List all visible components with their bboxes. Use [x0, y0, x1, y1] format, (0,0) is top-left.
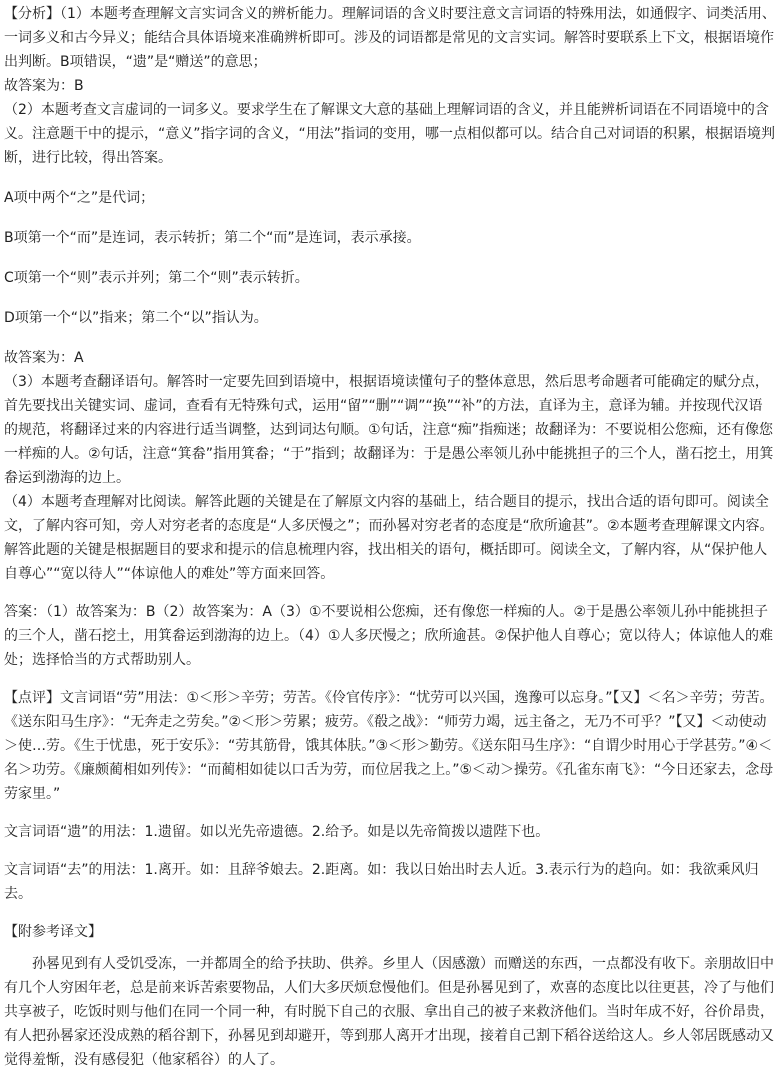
comment-yi: 文言词语“遗”的用法：1.遗留。如以光先帝遗德。2.给予。如是以先帝简拨以遗陛下也。 [4, 824, 550, 840]
option-b-note: B项第一个“而”是连词，表示转折；第二个“而”是连词，表示承接。 [4, 230, 421, 246]
answer-2: 故答案为：A [4, 350, 84, 366]
option-c-note: C项第一个“则”表示并列；第二个“则”表示转折。 [4, 270, 309, 286]
analysis-part-3: （3）本题考查翻译语句。解答时一定要先回到语境中，根据语境读懂句子的整体意思，然后思考命题者可能确定的赋分点，首先要找出关键实词、虚词，查看有无特殊句式，运用“留”“删”“调”“换”“补”的方法，直译为主，意译为辅。并按现代汉语的规范，将翻译过来的内容进行适当调整，达到词达句顺。①句话，注意“痴”指痴迷；故翻译为：不要说相公您痴，还有像您一样痴的人。②句话，注意“箕畚”指用箕畚；“于”指到；故翻译为：于是愚公率领儿孙中能挑担子的三个人，凿石挖土，用箕畚运到渤海的边上。 [4, 374, 774, 486]
comment-lao: 【点评】文言词语“劳”用法：①＜形＞辛劳；劳苦。《伶官传序》：“忧劳可以兴国，逸豫可以忘身。”【又】＜名＞辛劳；劳苦。《送东阳马生序》：“无奔走之劳矣。”②＜形＞劳累；疲劳。《殽之战》：“师劳力竭，远主备之，无乃不可乎？”【又】＜动使动＞使…劳。《生于忧患，死于安乐》：“劳其筋骨，饿其体肤。”③＜形＞勤劳。《送东阳马生序》：“自谓少时用心于学甚劳。”④＜名＞功劳。《廉颇蔺相如列传》：“而蔺相如徒以口舌为劳，而位居我之上。”⑤＜动＞操劳。《孔雀东南飞》：“今日还家去，念母劳家里。” [4, 690, 774, 802]
analysis-part-1: 【分析】（1）本题考查理解文言实词含义的辨析能力。理解词语的含义时要注意文言词语的特殊用法，如通假字、词类活用、一词多义和古今异义；能结合具体语境来准确辨析即可。涉及的词语都是常见的文言实词。解答时要联系上下文，根据语境作出判断。B项错误，“遗”是“赠送”的意思； [4, 6, 776, 70]
answer-1: 故答案为：B [4, 78, 84, 94]
comment-qu: 文言词语“去”的用法：1.离开。如：且辞爷娘去。2.距离。如：我以日始出时去人近。3.表示行为的趋向。如：我欲乘风归去。 [4, 862, 759, 902]
option-d-note: D项第一个“以”指来；第二个“以”指认为。 [4, 310, 268, 326]
translation-heading: 【附参考译文】 [4, 924, 102, 940]
analysis-part-4: （4）本题考查理解对比阅读。解答此题的关键是在了解原文内容的基础上，结合题目的提示，找出合适的语句即可。阅读全文，了解内容可知，旁人对穷老者的态度是“人多厌慢之”；而孙晷对穷老者的态度是“欣所逾甚”。②本题考查理解课文内容。解答此题的关键是根据题目的要求和提示的信息梳理内容，找出相关的语句，概括即可。阅读全文，了解内容，从“保护他人自尊心”“宽以待人”“体谅他人的难处”等方面来回答。 [4, 494, 774, 582]
analysis-part-2: （2）本题考查文言虚词的一词多义。要求学生在了解课文大意的基础上理解词语的含义，并且能辨析词语在不同语境中的含义。注意题干中的提示，“意义”指字词的含义，“用法”指词的变用，哪一点相似都可以。结合自己对词语的积累，根据语境判断，进行比较，得出答案。 [4, 102, 776, 166]
option-a-note: A项中两个“之”是代词； [4, 190, 155, 206]
final-answer: 答案：（1）故答案为：B（2）故答案为：A（3）①不要说相公您痴，还有像您一样痴的人。②于是愚公率领儿孙中能挑担子的三个人，凿石挖土，用箕畚运到渤海的边上。（4）①人多厌慢之；欣所逾甚。②保护他人自尊心；宽以待人；体谅他人的难处；选择恰当的方式帮助别人。 [4, 604, 774, 668]
translation-body: 孙晷见到有人受饥受冻，一并都周全的给予扶助、供养。乡里人（因感激）而赠送的东西，一点都没有收下。亲朋故旧中有几个人穷困年老，总是前来诉苦索要物品，人们大多厌烦怠慢他们。但是孙晷见到了，欢喜的态度比以往更甚，冷了与他们共享被子，吃饭时则与他们在同一个同一种，有时脱下自己的衣服、拿出自己的被子来救济他们。当时年成不好，谷价昂贵，有人把孙晷家还没成熟的稻谷割下，孙晷见到却避开，等到那人离开才出现，接着自己割下稻谷送给这人。乡人邻居既感动又觉得羞惭，没有感侵犯（他家稻谷）的人了。 [4, 956, 774, 1068]
